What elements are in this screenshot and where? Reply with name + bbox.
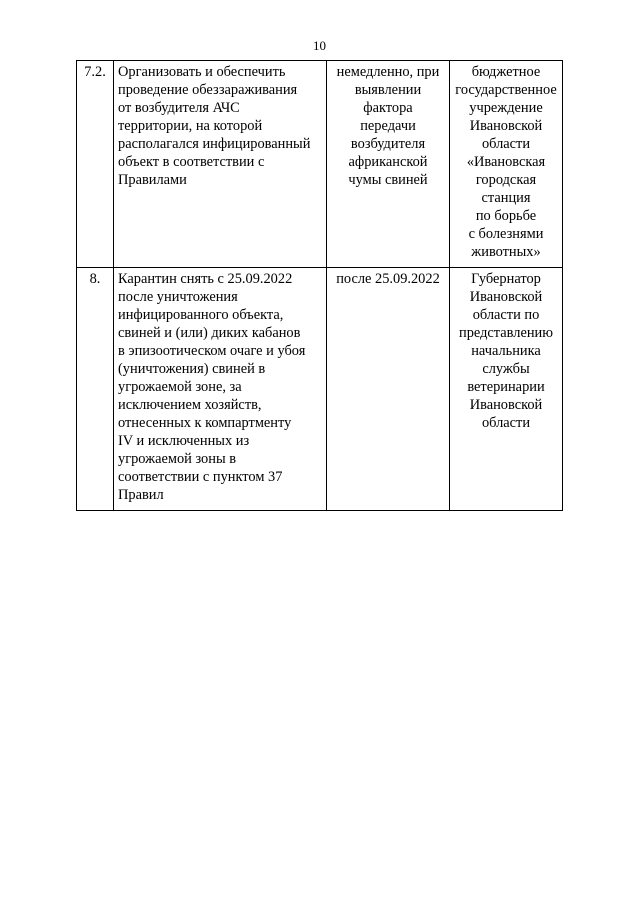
action-line: исключением хозяйств, <box>118 397 262 413</box>
action-line: отнесенных к компартменту <box>118 415 292 431</box>
action-line: в эпизоотическом очаге и убоя <box>118 343 306 359</box>
table-row <box>77 268 563 511</box>
responsible-line: по борьбе <box>475 208 537 224</box>
responsible-line: начальника <box>471 343 541 359</box>
term-line: чумы свиней <box>348 172 428 188</box>
responsible-line: Губернатор <box>471 271 541 287</box>
action-line: после уничтожения <box>118 289 238 305</box>
action-cell <box>114 61 327 268</box>
responsible-cell <box>450 268 563 511</box>
action-line: угрожаемой зоне, за <box>118 379 242 395</box>
term-line: фактора <box>363 100 413 116</box>
measures-table <box>76 60 563 511</box>
responsible-line: службы <box>482 361 530 377</box>
responsible-line: городская станция <box>475 172 537 206</box>
action-line: Организовать и обеспечить <box>118 64 286 80</box>
term-cell <box>327 61 450 268</box>
action-line: проведение обеззараживания <box>118 82 298 98</box>
action-line: свиней и (или) диких кабанов <box>118 325 301 341</box>
responsible-cell <box>450 61 563 268</box>
responsible-line: государственное <box>455 82 557 98</box>
action-line: IV и исключенных из <box>118 433 250 449</box>
term-line: передачи <box>360 118 416 134</box>
responsible-line: области по <box>472 307 540 323</box>
action-line: угрожаемой зоны в <box>118 451 237 467</box>
action-line: соответствии с пунктом 37 <box>118 469 283 485</box>
term-line: африканской <box>348 154 428 170</box>
row-number-cell: 7.2. <box>77 61 114 268</box>
responsible-line: животных» <box>471 244 541 260</box>
action-line: располагался инфицированный <box>118 136 311 152</box>
responsible-line: с болезнями <box>468 226 544 242</box>
term-line: после 25.09.2022 <box>336 271 440 287</box>
action-line: (уничтожения) свиней в <box>118 361 266 377</box>
responsible-line: Ивановской <box>469 397 543 413</box>
responsible-line: «Ивановская <box>466 154 546 170</box>
responsible-line: ветеринарии <box>467 379 545 395</box>
table-row <box>77 61 563 268</box>
responsible-line: Ивановской <box>469 289 543 305</box>
action-line: территории, на которой <box>118 118 263 134</box>
responsible-line: области <box>481 136 531 152</box>
responsible-line: бюджетное <box>471 64 541 80</box>
page-number: 10 <box>313 38 326 53</box>
term-line: выявлении <box>354 82 422 98</box>
action-line: Правилами <box>118 172 187 188</box>
action-cell <box>114 268 327 511</box>
action-line: Правил <box>118 487 164 503</box>
term-line: возбудителя <box>350 136 426 152</box>
responsible-line: учреждение <box>469 100 543 116</box>
term-cell <box>327 268 450 511</box>
action-line: инфицированного объекта, <box>118 307 284 323</box>
action-line: объект в соответствии с <box>118 154 265 170</box>
responsible-line: Ивановской <box>469 118 543 134</box>
action-line: Карантин снять с 25.09.2022 <box>118 271 293 287</box>
action-line: от возбудителя АЧС <box>118 100 240 116</box>
row-number-cell: 8. <box>77 268 114 511</box>
measures-table-body <box>77 61 563 511</box>
term-line: немедленно, при <box>336 64 440 80</box>
responsible-line: представлению <box>459 325 553 341</box>
responsible-line: области <box>481 415 531 431</box>
